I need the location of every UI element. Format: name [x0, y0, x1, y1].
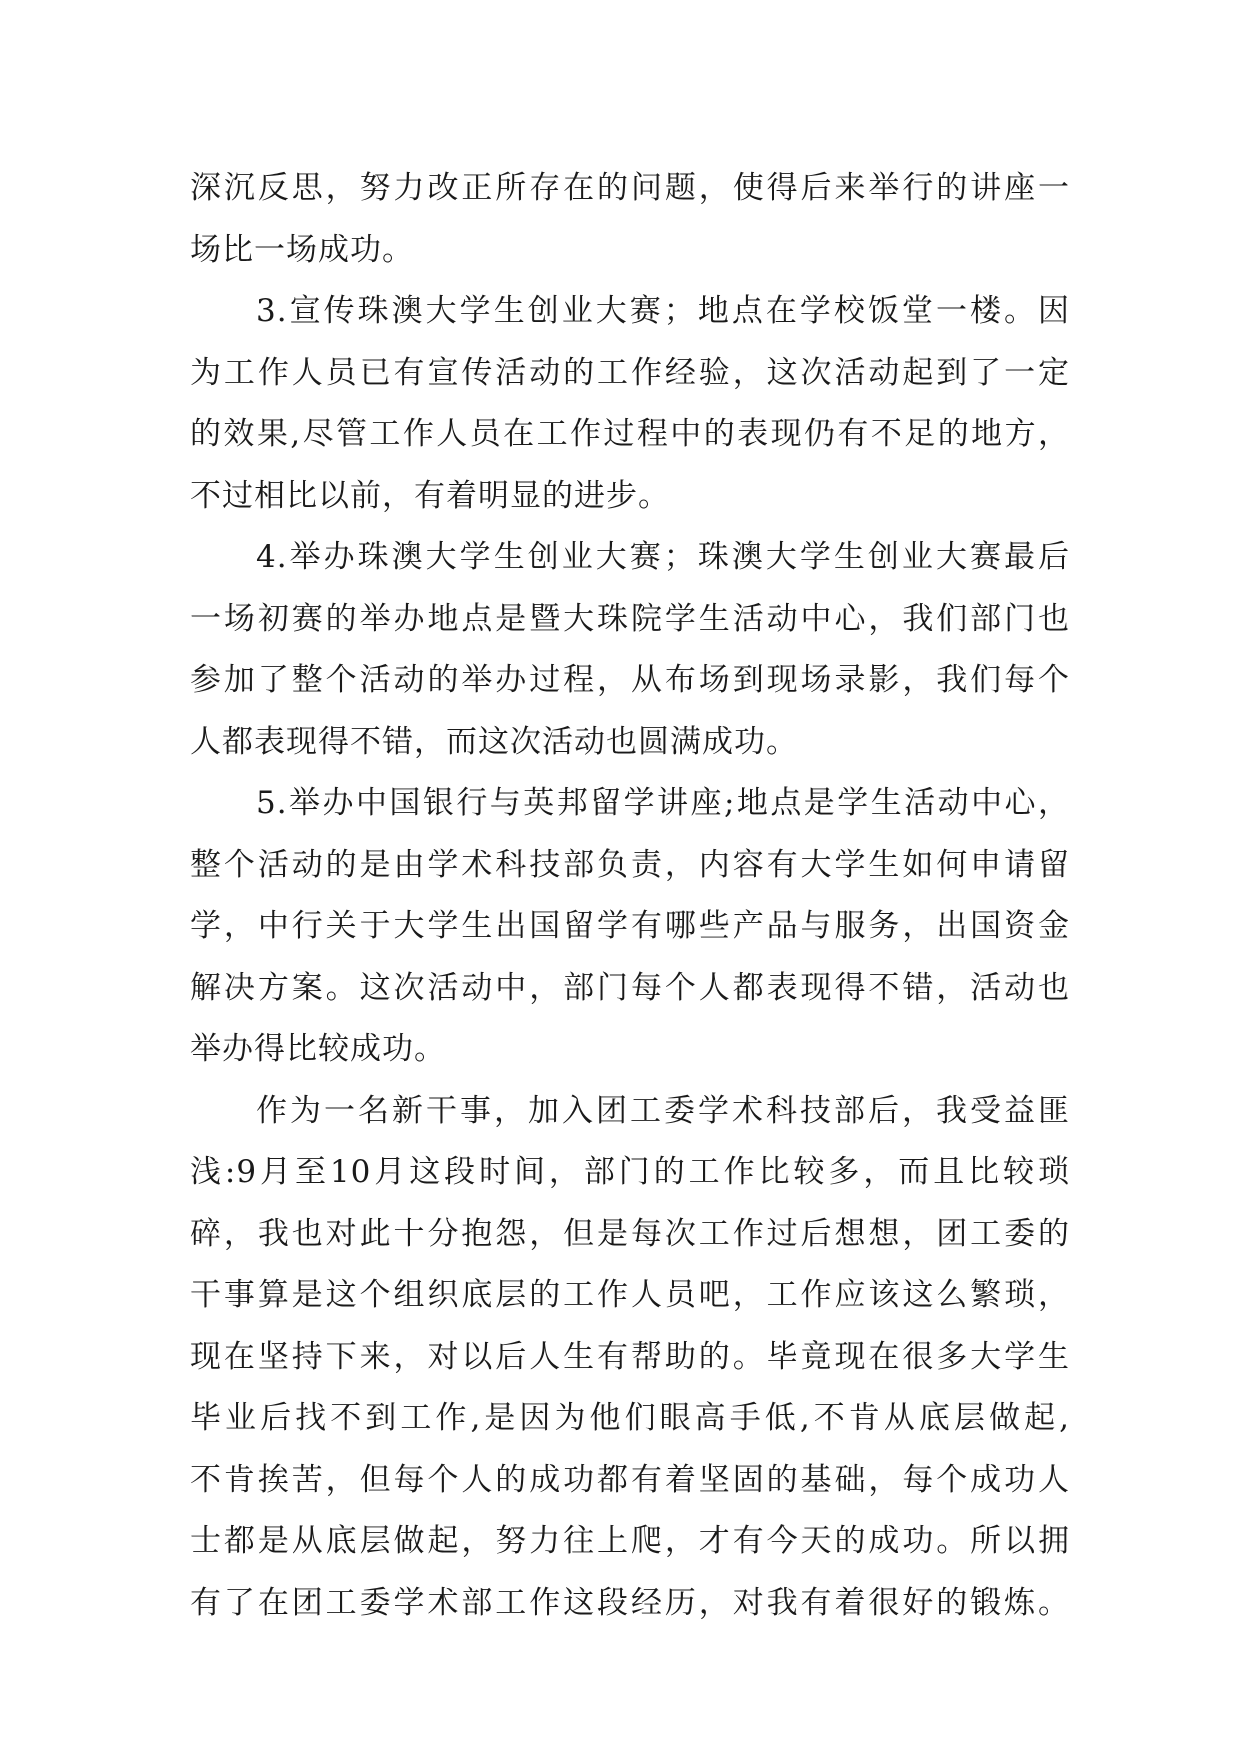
- paragraph-reflection: [190, 1081, 1070, 1635]
- text-line: 参加了整个活动的举办过程，从布场到现场录影，我们每个: [190, 662, 1070, 698]
- text-line: 碎，我也对此十分抱怨，但是每次工作过后想想，团工委的: [190, 1215, 1070, 1252]
- text-line: 士都是从底层做起，努力往上爬，才有今天的成功。所以拥: [190, 1523, 1070, 1559]
- text-line: 不肯挨苦，但每个人的成功都有着坚固的基础，每个成功人: [190, 1461, 1070, 1498]
- text-line: 场比一场成功。: [190, 231, 414, 268]
- text-line: 为工作人员已有宣传活动的工作经验，这次活动起到了一定: [190, 354, 1070, 391]
- text-line: 深沉反思，努力改正所存在的问题，使得后来举行的讲座一: [190, 170, 1070, 206]
- text-line: 有了在团工委学术部工作这段经历，对我有着很好的锻炼。: [190, 1584, 1070, 1621]
- paragraph-item-5: [190, 773, 1070, 1081]
- paragraph-item-3: [190, 281, 1070, 527]
- paragraph-item-4: [190, 527, 1070, 773]
- text-line: 3.宣传珠澳大学生创业大赛；地点在学校饭堂一楼。因: [256, 293, 1070, 329]
- text-line: 学，中行关于大学生出国留学有哪些产品与服务，出国资金: [190, 908, 1070, 944]
- text-line: 毕业后找不到工作,是因为他们眼高手低,不肯从底层做起,: [190, 1400, 1070, 1436]
- text-line: 浅:9月至10月这段时间，部门的工作比较多，而且比较琐: [190, 1154, 1070, 1190]
- text-line: 5.举办中国银行与英邦留学讲座;地点是学生活动中心，: [256, 785, 1070, 821]
- text-line: 人都表现得不错，而这次活动也圆满成功。: [190, 723, 798, 760]
- text-line: 举办得比较成功。: [190, 1031, 446, 1067]
- text-line: 干事算是这个组织底层的工作人员吧，工作应该这么繁琐，: [190, 1277, 1070, 1313]
- text-line: 4.举办珠澳大学生创业大赛；珠澳大学生创业大赛最后: [256, 539, 1070, 575]
- text-line: 解决方案。这次活动中，部门每个人都表现得不错，活动也: [190, 969, 1070, 1006]
- paragraph-continuation: [190, 158, 1070, 281]
- text-line: 整个活动的是由学术科技部负责，内容有大学生如何申请留: [190, 846, 1070, 883]
- body-text: [190, 158, 1070, 1634]
- text-line: 的效果,尽管工作人员在工作过程中的表现仍有不足的地方，: [190, 416, 1070, 452]
- text-line: 现在坚持下来，对以后人生有帮助的。毕竟现在很多大学生: [190, 1338, 1070, 1375]
- text-line: 不过相比以前，有着明显的进步。: [190, 477, 670, 514]
- text-line: 一场初赛的举办地点是暨大珠院学生活动中心，我们部门也: [190, 600, 1070, 637]
- text-line: 作为一名新干事，加入团工委学术科技部后，我受益匪: [256, 1092, 1070, 1129]
